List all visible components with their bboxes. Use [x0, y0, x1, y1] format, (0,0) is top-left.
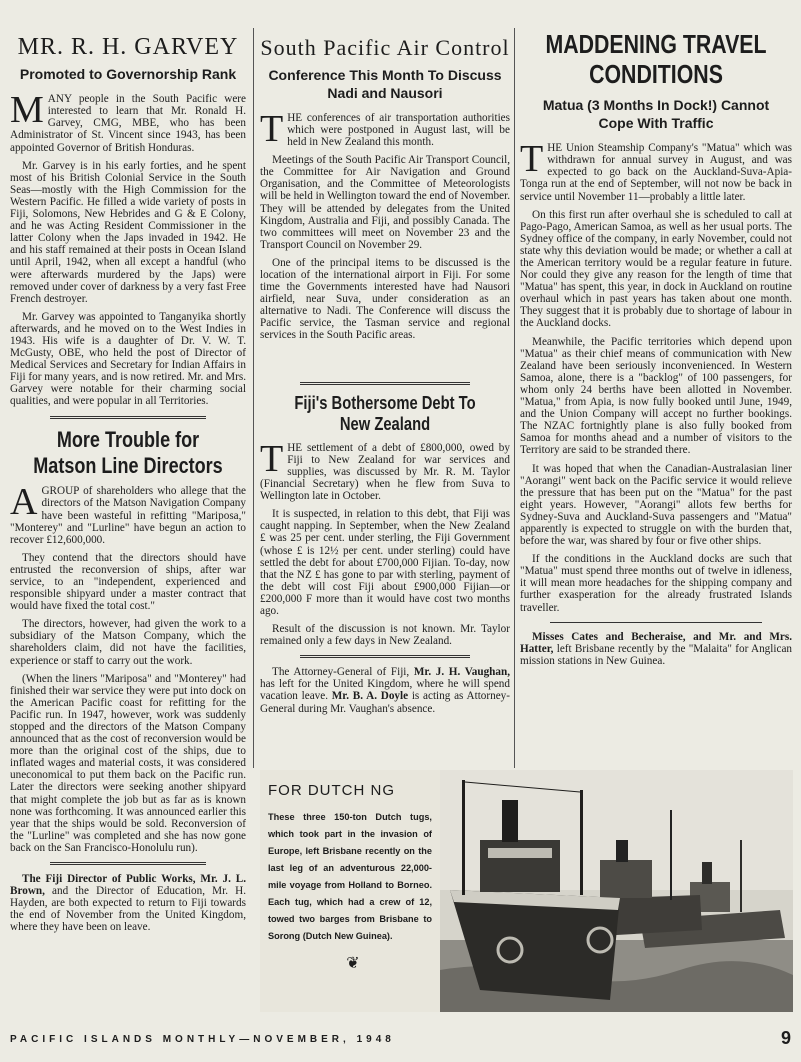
caption-text: These three 150-ton Dutch tugs, which took part in the invasion of Europe, left Brisbane recently on the last leg of an adventurous 22,000-mile voyage from Holland to Borneo. Each tug, which had a crew of 12, towed two barges from Brisbane to Sorong (Dutch New Guinea). — [268, 812, 432, 941]
tugboats-photo — [440, 770, 793, 1012]
garvey-para-3: Mr. Garvey was appointed to Tanganyika shortly afterwards, and he moved on to the West Indies in 1943. His wife is a daughter of Dr. V. W. T. McGusty, OBE, who held the post of Director of Medical Services and Secretary for Indian Affairs in Fiji for many years, and is now retired. Mr. and Mrs. Garvey were notable for their charming social qualities, and were popular in all Territories. — [10, 310, 246, 408]
air-para-3: One of the principal items to be discussed is the location of the international airport in Fiji. For some time the Governments interested have had Nausori airfield, near Suva, under consideration as an alternative to Nadi. The Conference will discuss the Pacific service, the Tasman service and regional services in the South Pacific areas. — [260, 256, 510, 342]
travel-para-3: Meanwhile, the Pacific territories which depend upon "Matua" as their chief means of communication with New Zealand have been seriously inconvenienced. In Western Samoa, alone, there is a "backlog" of 100 passengers, for whom only 24 berths have been allotted in November. "Matua," from Apia, is now fully booked until June, 1949, and the Union Company will accept no further bookings. The NZAC fortnightly plane is also fully booked from Samoa for months ahead and a number of visitors to the Territory are said to be stranded there. — [520, 335, 792, 457]
column-rule-1 — [253, 28, 254, 768]
garvey-headline: MR. R. H. GARVEY — [17, 34, 239, 60]
garvey-para-2: Mr. Garvey is in his early forties, and he spent most of his British Colonial Service in the South Seas—mostly with the High Commission for the Western Pacific. He filled a wide variety of posts in Fiji, Solomons, New Hebrides and G & E Colony, and he was Acting Resident Commissioner in the latter Colony when the Japs invaded in 1942. He and his staff remained at their posts in Ocean Island until April, 1942, when all except a handful (who were afterwards murdered by the Japs) were removed under cover of darkness by a very fast Free French destroyer. — [10, 159, 246, 305]
debt-headline: Fiji's Bothersome Debt To New Zealand — [294, 392, 476, 435]
mission-note: Misses Cates and Becheraise, and Mr. and Mrs. Hatter, left Brisbane recently by the "Malaita" for Anglican mission stations in New Guinea. — [520, 630, 792, 667]
column-1 — [10, 0, 246, 934]
attorney-general-note: The Attorney-General of Fiji, Mr. J. H. Vaughan, has left for the United Kingdom, where he will spend vacation leave. Mr. B. A. Doyle is acting as Attorney-General during Mr. Vaughan's absence. — [260, 666, 510, 715]
matson-para-4: (When the liners "Mariposa" and "Monterey" had finished their war service they were put into dock on the American Pacific coast for refitting for the Pacific run. In 1947, however, work was suddenly stopped and the directors of the Matson Company announced that as the cost of reconversion would be more than the original cost of the ships, due to inflated wages and material costs, it was considered uneconomical to put them back on the Pacific run. Later the directors were seeking another shipyard that might complete the job but as far as is known none was forthcoming. It was announced earlier this year that the ships would be sold. Reconversion of the "Lurline" was completed and she has now gone back on the San Francisco-Honolulu run). — [10, 672, 246, 854]
drop-cap: T — [260, 437, 284, 480]
divider — [300, 655, 470, 658]
divider — [50, 862, 206, 865]
travel-subhead: Matua (3 Months In Dock!) Cannot Cope With Traffic — [542, 96, 770, 131]
debt-para-3: Result of the discussion is not known. Mr. Taylor remained only a few days in New Zealand. — [260, 623, 510, 648]
air-para-2: Meetings of the South Pacific Air Transport Council, the Committee for Air Navigation and Ground Organisation, and the Committee of Meteorologists will be held in Wellington toward the end of November. They will be attended by delegates from the United Kingdom, Australia and Fiji, and possibly Canada. The two committees will meet on November 23 and the Transport Council on November 29. — [260, 154, 510, 251]
masthead-line: PACIFIC ISLANDS MONTHLY—NOVEMBER, 1948 — [10, 1034, 395, 1045]
garvey-subhead: Promoted to Governorship Rank — [19, 66, 237, 82]
travel-para-4: It was hoped that when the Canadian-Australasian liner "Aorangi" went back on the Pacific service it would relieve the pressure that has been put on the "Matua" for the past eight years. However, "Aorangi" allots few berths for Sydney-Suva and Auckland-Suva passengers and "Matua" apparently is expected to struggle on with the burden that, before the war, was shared by four or five other ships. — [520, 462, 792, 548]
debt-para-1: THE settlement of a debt of £800,000, owed by Fiji to New Zealand for war services and supplies, was discussed by Mr. R. M. Taylor (Financial Secretary) when he flew from Suva to Wellington late in October. — [260, 437, 510, 503]
matson-headline: More Trouble for Matson Line Directors — [33, 426, 223, 478]
travel-para-5: If the conditions in the Auckland docks are such that "Matua" must spend three months out of twelve in idleness, it will mean more headaches for the shipping company and further exasperation for the already frustrated Islands traveller. — [520, 553, 792, 614]
photo-feature — [260, 770, 793, 1012]
fiji-pwd-note: The Fiji Director of Public Works, Mr. J. L. Brown, and the Director of Education, Mr. H. Hayden, are both expected to return to Fiji towards the end of November from the United Kingdom, where they have been on leave. — [10, 873, 246, 934]
travel-para-2: On this first run after overhaul she is scheduled to call at Pago-Pago, American Samoa, as well as her usual ports. The Sydney office of the company, in early November, could not state why this deviation would be made; or whether a call at the American territory would be a regular feature in future. Nor could they give any reason for the length of time that "Matua" has spent, this year, in dock in Auckland on routine overhaul which in past years has taken about one month. They suggest that it is probably due to shortage of labour in the Auckland docks. — [520, 208, 792, 330]
divider — [50, 416, 206, 419]
photo-caption — [268, 782, 438, 973]
divider — [300, 382, 470, 385]
drop-cap: T — [260, 107, 284, 150]
page-footer — [10, 1028, 791, 1052]
matson-para-3: The directors, however, had given the work to a subsidiary of the Matson Company, which the shareholders claim, did not have the facilities, experience or staff to carry out the work. — [10, 618, 246, 667]
divider — [550, 622, 762, 623]
travel-headline: MADDENING TRAVEL CONDITIONS — [545, 29, 767, 89]
column-3 — [520, 0, 792, 667]
air-headline: South Pacific Air Control — [260, 35, 510, 60]
travel-para-1: THE Union Steamship Company's "Matua" which was withdrawn for annual survey in August, and was expected to go back on the Auckland-Suva-Apia-Tonga run at the end of September, will not now be back in service until November 11—probably a little later. — [520, 138, 792, 203]
matson-para-2: They contend that the directors should have entrusted the reconversion of ships, after war service, to an "independent, experienced and responsible shipyard under a master contract that would have fixed the total cost." — [10, 551, 246, 613]
page-number: 9 — [780, 1028, 791, 1048]
drop-cap: T — [520, 138, 544, 181]
ornament-icon: ❦ — [346, 955, 360, 972]
column-2 — [260, 0, 510, 715]
caption-title: FOR DUTCH NG — [268, 782, 395, 799]
garvey-para-1: MANY people in the South Pacific were interested to learn that Mr. Ronald H. Garvey, CMG, MBE, who has been Administrator of St. Vincent since 1943, has been appointed Governor of British Honduras. — [10, 89, 246, 154]
matson-para-1: AGROUP of shareholders who allege that the directors of the Matson Navigation Company have been wasteful in refitting "Mariposa," "Monterey" and "Lurline" have begun an action to recover £12,600,000. — [10, 481, 246, 546]
drop-cap: A — [10, 481, 38, 524]
drop-cap: M — [10, 89, 44, 132]
air-subhead: Conference This Month To Discuss Nadi and Nausori — [268, 66, 502, 101]
debt-para-2: It is suspected, in relation to this debt, that Fiji was caught napping. In September, when the New Zealand £ was 25 per cent. under sterling, the Fiji Government (whose £ is 12½ per cent. under sterling) could have settled the debt for about £700,000 Fijian. To-day, now that the NZ £ has gone to par with sterling, payment of the debt will cost Fiji about £900,000 Fijian—or £200,000 F more than it would have cost two months ago. — [260, 508, 510, 617]
column-rule-2 — [514, 28, 515, 768]
air-para-1: THE conferences of air transportation authorities which were postponed in August last, will be held in New Zealand this month. — [260, 107, 510, 150]
